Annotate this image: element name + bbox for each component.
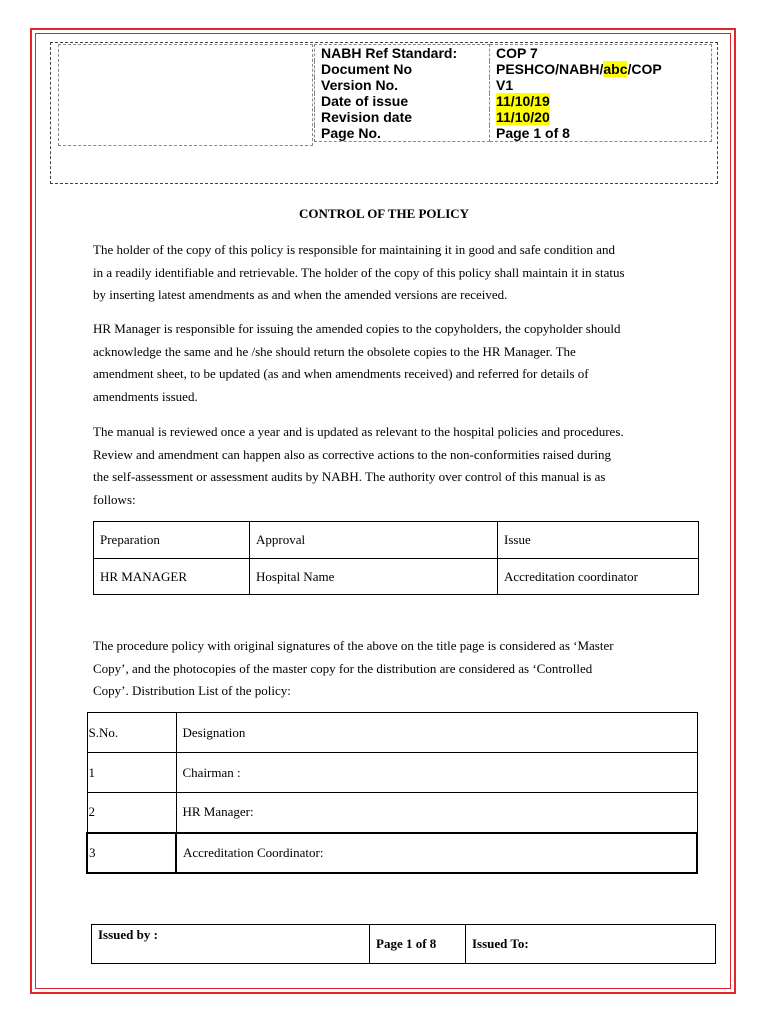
- para-line: follows:: [93, 491, 136, 507]
- table-cell: Chairman :: [176, 753, 697, 793]
- para-line: Copy’, and the photocopies of the master copy for the distribution are considered as ‘Controlled: [93, 660, 593, 676]
- value-text: V1: [496, 77, 514, 93]
- table-row-number: 1: [87, 753, 176, 793]
- header-label: Document No: [315, 61, 490, 77]
- para-line: The manual is reviewed once a year and is updated as relevant to the hospital policies and procedures.: [93, 424, 624, 439]
- header-row: [315, 93, 712, 109]
- para-line: in a readily identifiable and retrievable. The holder of the copy of this policy shall maintain it in status: [93, 264, 625, 280]
- para-line: amendments issued.: [93, 388, 198, 404]
- para-line: acknowledge the same and he /she should return the obsolete copies to the HR Manager. The: [93, 343, 576, 359]
- header-value: [490, 45, 712, 62]
- table-cell: HR MANAGER: [94, 559, 250, 595]
- table-header-cell: Preparation: [94, 522, 250, 559]
- header-row: [315, 61, 712, 77]
- header-value: [490, 93, 712, 109]
- issued-by-cell: Issued by :: [92, 925, 370, 964]
- logo-area: [58, 44, 313, 146]
- table-row-number: 2: [87, 793, 176, 833]
- header-value: [490, 125, 712, 142]
- paragraph-hr-manager: [93, 318, 683, 408]
- value-text: PESHCO/NABH/: [496, 61, 604, 77]
- header-label: Date of issue: [315, 93, 490, 109]
- document-info-table: [314, 44, 712, 142]
- highlighted-text: abc: [603, 61, 628, 77]
- table-header-cell: Designation: [176, 713, 697, 753]
- para-line: amendment sheet, to be updated (as and when amendments received) and referred for details of: [93, 366, 589, 381]
- paragraph-manual-review: [93, 421, 683, 511]
- header-row: [315, 77, 712, 93]
- para-line: HR Manager is responsible for issuing the amended copies to the copyholders, the copyholder should: [93, 321, 621, 336]
- table-cell: Accreditation coordinator: [498, 559, 699, 595]
- header-row: [315, 45, 712, 62]
- para-line: The holder of the copy of this policy is responsible for maintaining it in good and safe condition and: [93, 242, 616, 257]
- para-line: Copy’. Distribution List of the policy:: [93, 683, 291, 698]
- header-row: [315, 109, 712, 125]
- table-cell: Hospital Name: [250, 559, 498, 595]
- highlighted-text: 11/10/20: [496, 109, 550, 125]
- para-line: The procedure policy with original signatures of the above on the title page is considered as ‘Master: [93, 638, 614, 653]
- header-label: NABH Ref Standard:: [315, 45, 490, 62]
- footer-table: [91, 924, 716, 964]
- para-line: by inserting latest amendments as and when the amended versions are received.: [93, 287, 508, 302]
- header-label: Version No.: [315, 77, 490, 93]
- footer-page-number: Page 1 of 8: [370, 925, 466, 964]
- table-cell: HR Manager:: [176, 793, 697, 833]
- header-value: [490, 109, 712, 125]
- value-text: COP 7: [496, 45, 538, 61]
- value-text: Page 1 of 8: [496, 125, 570, 141]
- table-row-number: 3: [87, 833, 176, 873]
- para-line: Review and amendment can happen also as corrective actions to the non-conformities raised during: [93, 446, 612, 462]
- authority-table: [93, 521, 699, 595]
- highlighted-text: 11/10/19: [496, 93, 550, 109]
- value-text: /COP: [627, 61, 662, 77]
- table-header-cell: Approval: [250, 522, 498, 559]
- table-header-cell: S.No.: [87, 713, 176, 753]
- paragraph-holder-responsibility: [93, 239, 683, 307]
- header-value: [490, 77, 712, 93]
- header-label: Page No.: [315, 125, 490, 142]
- section-title: CONTROL OF THE POLICY: [298, 206, 470, 221]
- header-value: [490, 61, 712, 77]
- issued-to-cell: Issued To:: [466, 925, 716, 964]
- distribution-table: [86, 712, 698, 874]
- header-row: [315, 125, 712, 142]
- table-cell: Accreditation Coordinator:: [176, 833, 697, 873]
- table-header-cell: Issue: [498, 522, 699, 559]
- paragraph-master-copy: [93, 635, 683, 703]
- para-line: the self-assessment or assessment audits by NABH. The authority over control of this manual is as: [93, 469, 606, 484]
- header-label: Revision date: [315, 109, 490, 125]
